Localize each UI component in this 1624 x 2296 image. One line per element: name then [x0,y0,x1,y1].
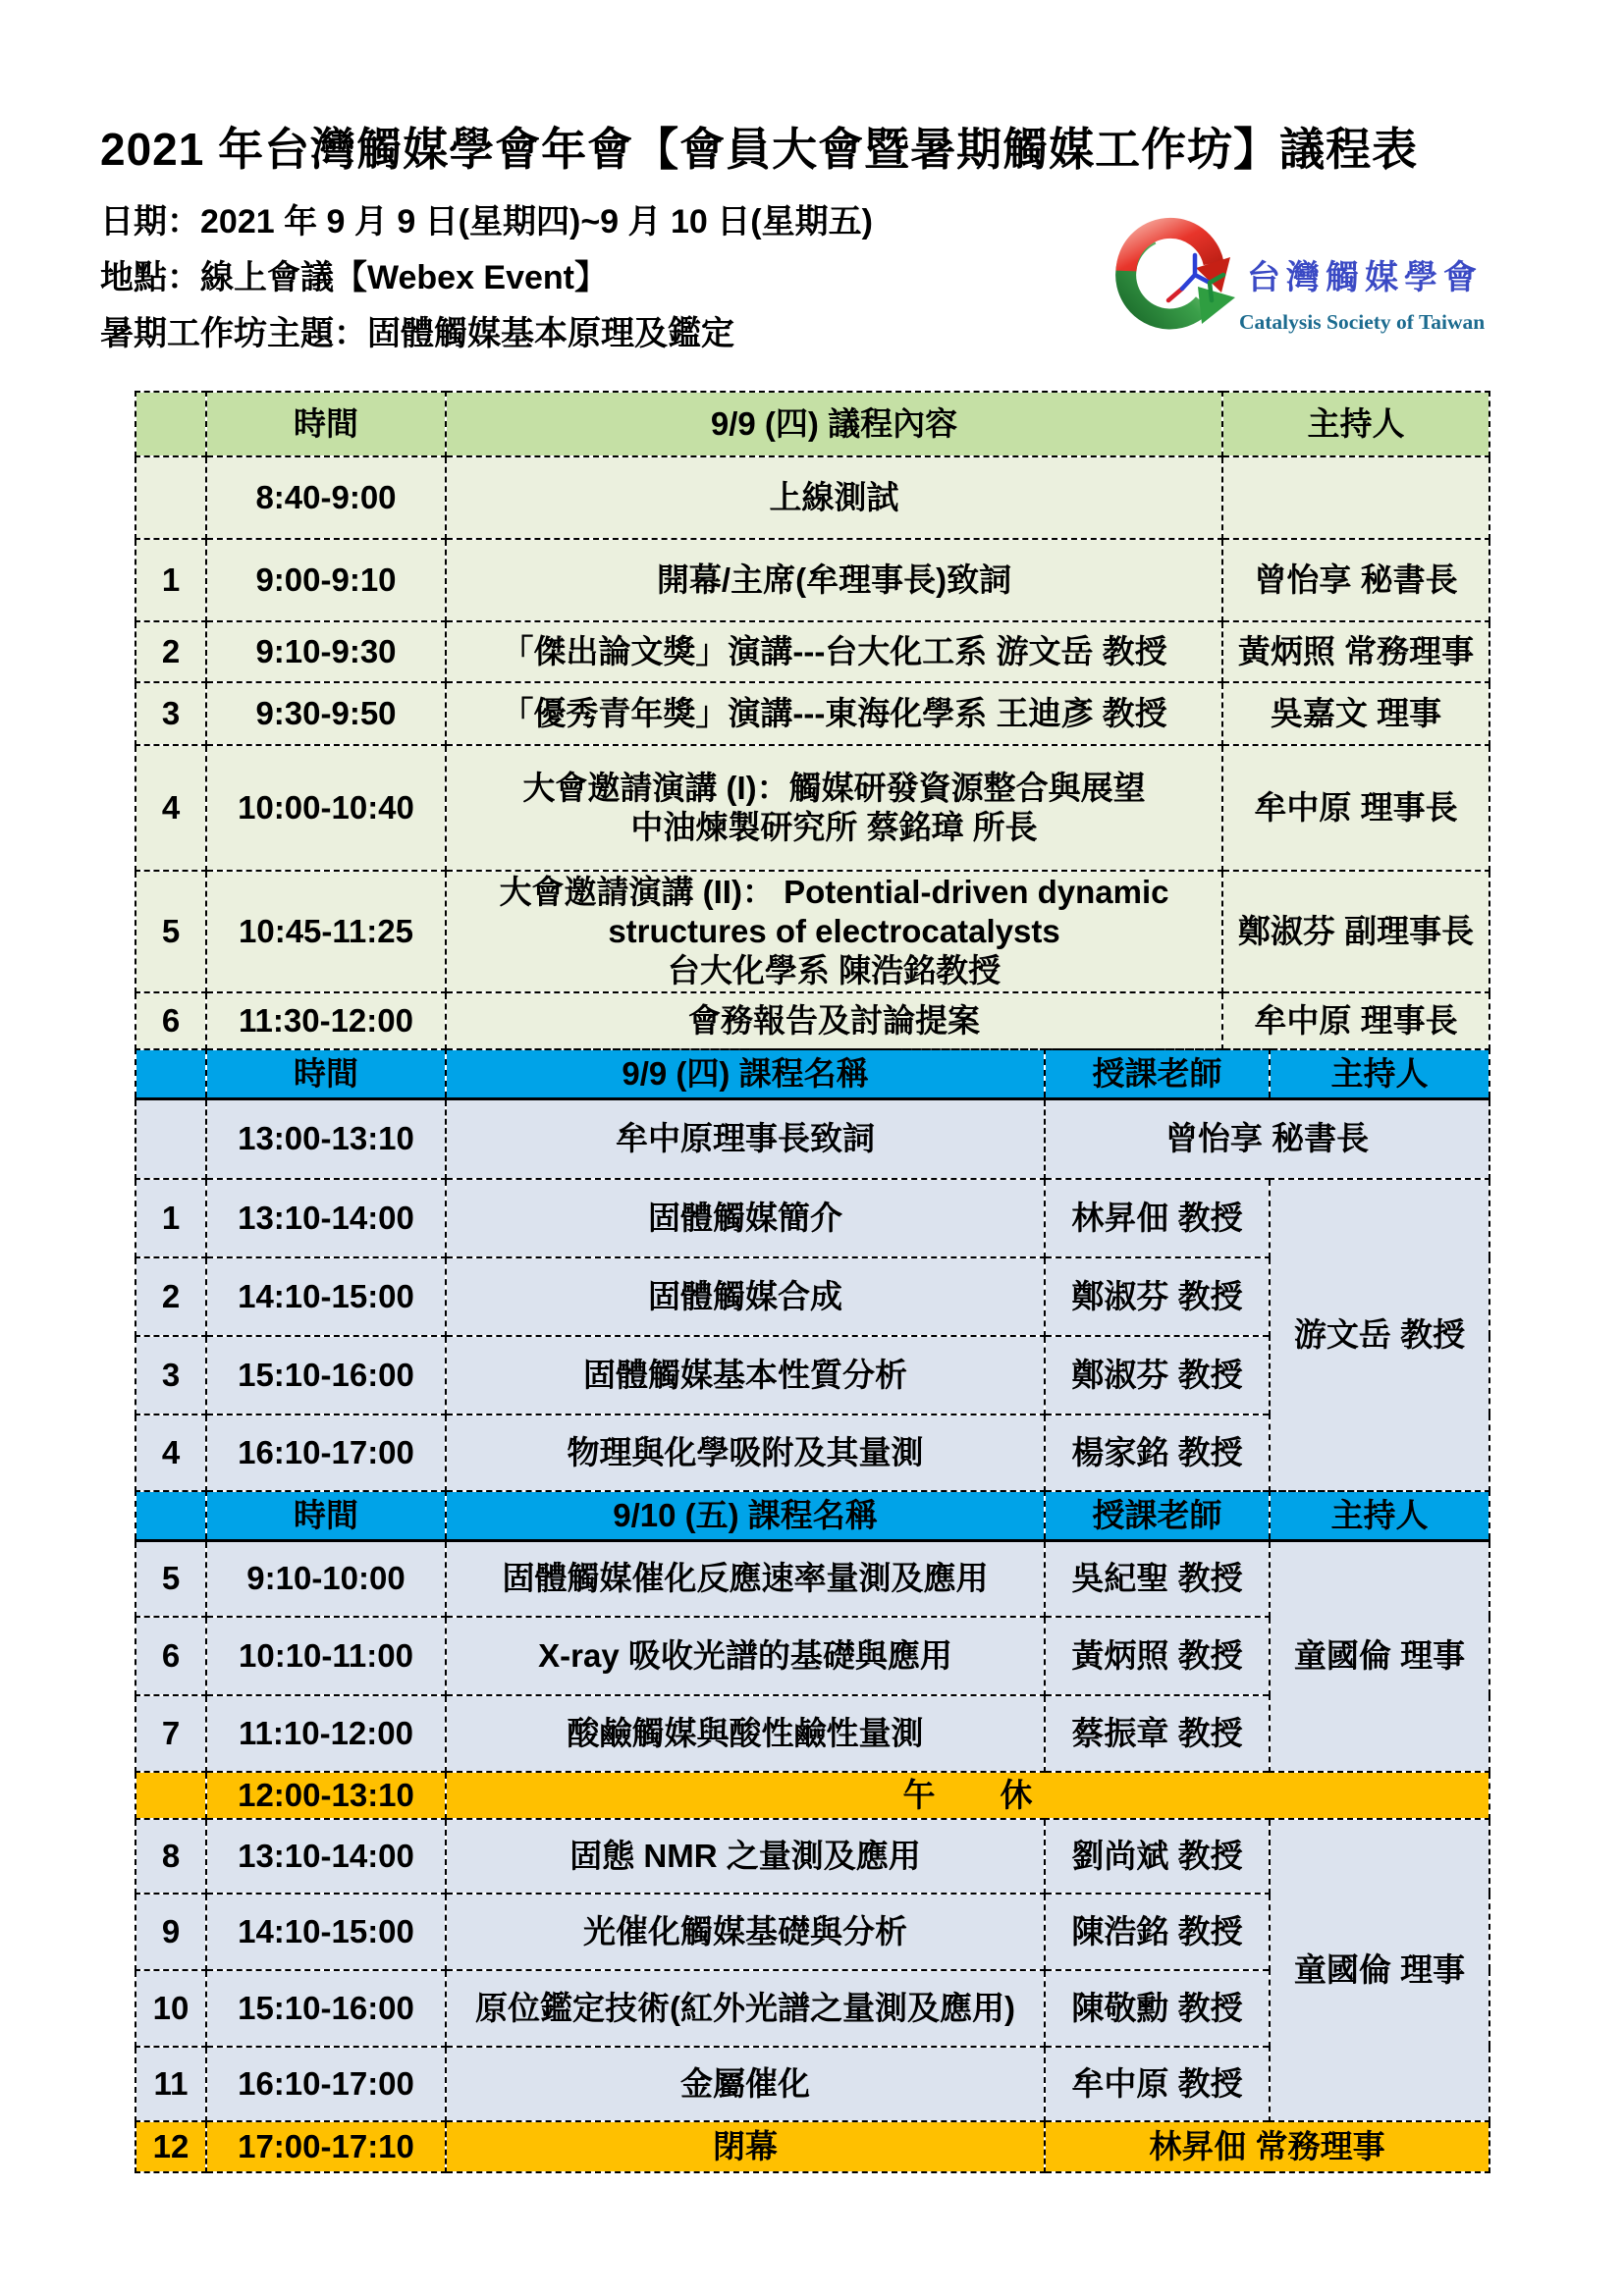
time-cell: 13:10-14:00 [206,1179,446,1257]
row-number-cell: 6 [135,1617,206,1695]
event-info [100,194,873,362]
time-cell: 16:10-17:00 [206,1415,446,1491]
header-teacher-cell: 授課老師 [1045,1491,1270,1540]
course-cell: 固體觸媒簡介 [446,1179,1045,1257]
content-line: 大會邀請演講 (II)： Potential-driven dynamic [499,873,1169,910]
row-number-cell: 7 [135,1695,206,1772]
moderator-merged-cell: 游文岳 教授 [1270,1179,1489,1491]
content-line: 開幕/主席(牟理事長)致詞 [656,561,1012,598]
course-cell: 固態 NMR 之量測及應用 [446,1819,1045,1894]
header-teacher-cell: 授課老師 [1045,1049,1270,1098]
header-moderator-cell: 主持人 [1222,392,1489,456]
row-number-cell: 4 [135,745,206,871]
teacher-cell: 蔡振章 教授 [1045,1695,1270,1772]
course-cell: 閉幕 [446,2121,1045,2172]
agenda-row [135,539,1489,621]
moderator-cell: 曾怡享 秘書長 [1222,539,1489,621]
time-cell: 14:10-15:00 [206,1257,446,1336]
row-number-cell: 5 [135,1540,206,1617]
row-number-cell: 2 [135,621,206,682]
course-row [135,1819,1489,1894]
header-time-cell: 時間 [206,1491,446,1540]
header-time-cell: 時間 [206,392,446,456]
row-number-cell: 2 [135,1257,206,1336]
course-cell: 固體觸媒合成 [446,1257,1045,1336]
agenda-row [135,745,1489,871]
time-cell: 17:00-17:10 [206,2121,446,2172]
teacher-cell: 林昇佃 教授 [1045,1179,1270,1257]
teacher-cell: 劉尚斌 教授 [1045,1819,1270,1894]
row-number-cell: 3 [135,682,206,745]
row-number-cell: 1 [135,1179,206,1257]
row-number-cell: 11 [135,2047,206,2121]
header-moderator-cell: 主持人 [1270,1491,1489,1540]
lunch-break-row [135,1772,1489,1819]
time-cell: 15:10-16:00 [206,1970,446,2047]
time-cell: 9:30-9:50 [206,682,446,745]
workshop-day2-table [135,1490,1490,2173]
row-number-cell: 10 [135,1970,206,2047]
content-cell [446,682,1222,745]
time-cell: 9:10-10:00 [206,1540,446,1617]
moderator-merged-cell: 童國倫 理事 [1270,1819,1489,2121]
time-cell: 15:10-16:00 [206,1336,446,1415]
agenda-row [135,992,1489,1049]
content-line: 大會邀請演講 (I)：觸媒研發資源整合與展望 [522,769,1146,806]
logo-name-en: Catalysis Society of Taiwan [1239,310,1486,334]
teacher-cell: 鄭淑芬 教授 [1045,1336,1270,1415]
agenda-row [135,621,1489,682]
time-cell: 13:00-13:10 [206,1098,446,1179]
course-row [135,1179,1489,1257]
course-cell: 金屬催化 [446,2047,1045,2121]
row-number-cell: 1 [135,539,206,621]
course-cell: 酸鹼觸媒與酸性鹼性量測 [446,1695,1045,1772]
header-time-cell: 時間 [206,1049,446,1098]
content-line: 「優秀青年獎」演講---東海化學系 王迪彥 教授 [501,694,1167,731]
row-number-cell: 9 [135,1894,206,1970]
moderator-cell: 牟中原 理事長 [1222,745,1489,871]
time-cell: 11:30-12:00 [206,992,446,1049]
header-course-cell: 9/10 (五) 課程名稱 [446,1491,1045,1540]
course-cell: 牟中原理事長致詞 [446,1098,1045,1179]
event-date-line: 日期：2021 年 9 月 9 日(星期四)~9 月 10 日(星期五) [100,203,873,240]
row-number-cell [135,456,206,539]
row-number-cell [135,1098,206,1179]
course-cell: 物理與化學吸附及其量測 [446,1415,1045,1491]
time-cell: 12:00-13:10 [206,1772,446,1819]
event-venue-line: 地點：線上會議【Webex Event】 [100,259,609,296]
header-no-cell [135,1049,206,1098]
content-line: structures of electrocatalysts [608,912,1060,949]
time-cell: 10:10-11:00 [206,1617,446,1695]
header-moderator-cell: 主持人 [1270,1049,1489,1098]
moderator-cell [1222,456,1489,539]
time-cell: 8:40-9:00 [206,456,446,539]
moderator-cell: 黃炳照 常務理事 [1222,621,1489,682]
course-cell: 固體觸媒基本性質分析 [446,1336,1045,1415]
row-number-cell: 5 [135,871,206,992]
moderator-cell: 牟中原 理事長 [1222,992,1489,1049]
content-cell [446,539,1222,621]
content-cell [446,745,1222,871]
society-logo-graphic [1102,198,1494,360]
agenda-tables [135,391,1489,2173]
page-title: 2021 年台灣觸媒學會年會【會員大會暨暑期觸媒工作坊】議程表 [100,124,1419,175]
teacher-cell: 陳敬勳 教授 [1045,1970,1270,2047]
content-cell [446,456,1222,539]
content-cell [446,992,1222,1049]
row-number-cell: 12 [135,2121,206,2172]
time-cell: 10:45-11:25 [206,871,446,992]
time-cell: 9:00-9:10 [206,539,446,621]
moderator-cell: 鄭淑芬 副理事長 [1222,871,1489,992]
opening-row [135,1098,1489,1179]
morning-header-row [135,392,1489,456]
agenda-row [135,682,1489,745]
content-cell [446,621,1222,682]
row-number-cell: 8 [135,1819,206,1894]
teacher-cell: 楊家銘 教授 [1045,1415,1270,1491]
course-cell: 原位鑑定技術(紅外光譜之量測及應用) [446,1970,1045,2047]
agenda-row [135,871,1489,992]
time-cell: 16:10-17:00 [206,2047,446,2121]
content-line: 中油煉製研究所 蔡銘璋 所長 [630,809,1038,845]
agenda-row [135,456,1489,539]
teacher-cell: 陳浩銘 教授 [1045,1894,1270,1970]
lunch-break-cell: 午 休 [446,1772,1489,1819]
closing-row [135,2121,1489,2172]
row-number-cell: 3 [135,1336,206,1415]
course-cell: X-ray 吸收光譜的基礎與應用 [446,1617,1045,1695]
time-cell: 11:10-12:00 [206,1695,446,1772]
moderator-cell: 吳嘉文 理事 [1222,682,1489,745]
time-cell: 14:10-15:00 [206,1894,446,1970]
header-content-cell: 9/9 (四) 議程內容 [446,392,1222,456]
header-no-cell [135,392,206,456]
host-cell: 曾怡享 秘書長 [1045,1098,1489,1179]
morning-agenda-table [135,391,1490,1050]
course-cell: 光催化觸媒基礎與分析 [446,1894,1045,1970]
content-line: 台大化學系 陳浩銘教授 [667,952,1001,989]
workshop-day1-table [135,1048,1490,1492]
content-line: 會務報告及討論提案 [688,1001,980,1039]
teacher-cell: 黃炳照 教授 [1045,1617,1270,1695]
content-cell [446,871,1222,992]
moderator-merged-cell: 童國倫 理事 [1270,1540,1489,1772]
header-course-cell: 9/9 (四) 課程名稱 [446,1049,1045,1098]
teacher-cell: 吳紀聖 教授 [1045,1540,1270,1617]
content-line: 「傑出論文獎」演講---台大化工系 游文岳 教授 [501,632,1167,669]
row-number-cell: 4 [135,1415,206,1491]
society-logo [1102,198,1494,360]
content-line: 上線測試 [769,478,899,515]
header-no-cell [135,1491,206,1540]
teacher-cell: 牟中原 教授 [1045,2047,1270,2121]
host-cell: 林昇佃 常務理事 [1045,2121,1489,2172]
logo-name-zh: 台灣觸媒學會 [1247,259,1483,296]
event-theme-line: 暑期工作坊主題：固體觸媒基本原理及鑑定 [100,315,734,352]
time-cell: 13:10-14:00 [206,1819,446,1894]
row-number-cell [135,1772,206,1819]
day2-header-row [135,1491,1489,1540]
day1-header-row [135,1049,1489,1098]
course-row [135,1540,1489,1617]
row-number-cell: 6 [135,992,206,1049]
teacher-cell: 鄭淑芬 教授 [1045,1257,1270,1336]
time-cell: 10:00-10:40 [206,745,446,871]
course-cell: 固體觸媒催化反應速率量測及應用 [446,1540,1045,1617]
time-cell: 9:10-9:30 [206,621,446,682]
